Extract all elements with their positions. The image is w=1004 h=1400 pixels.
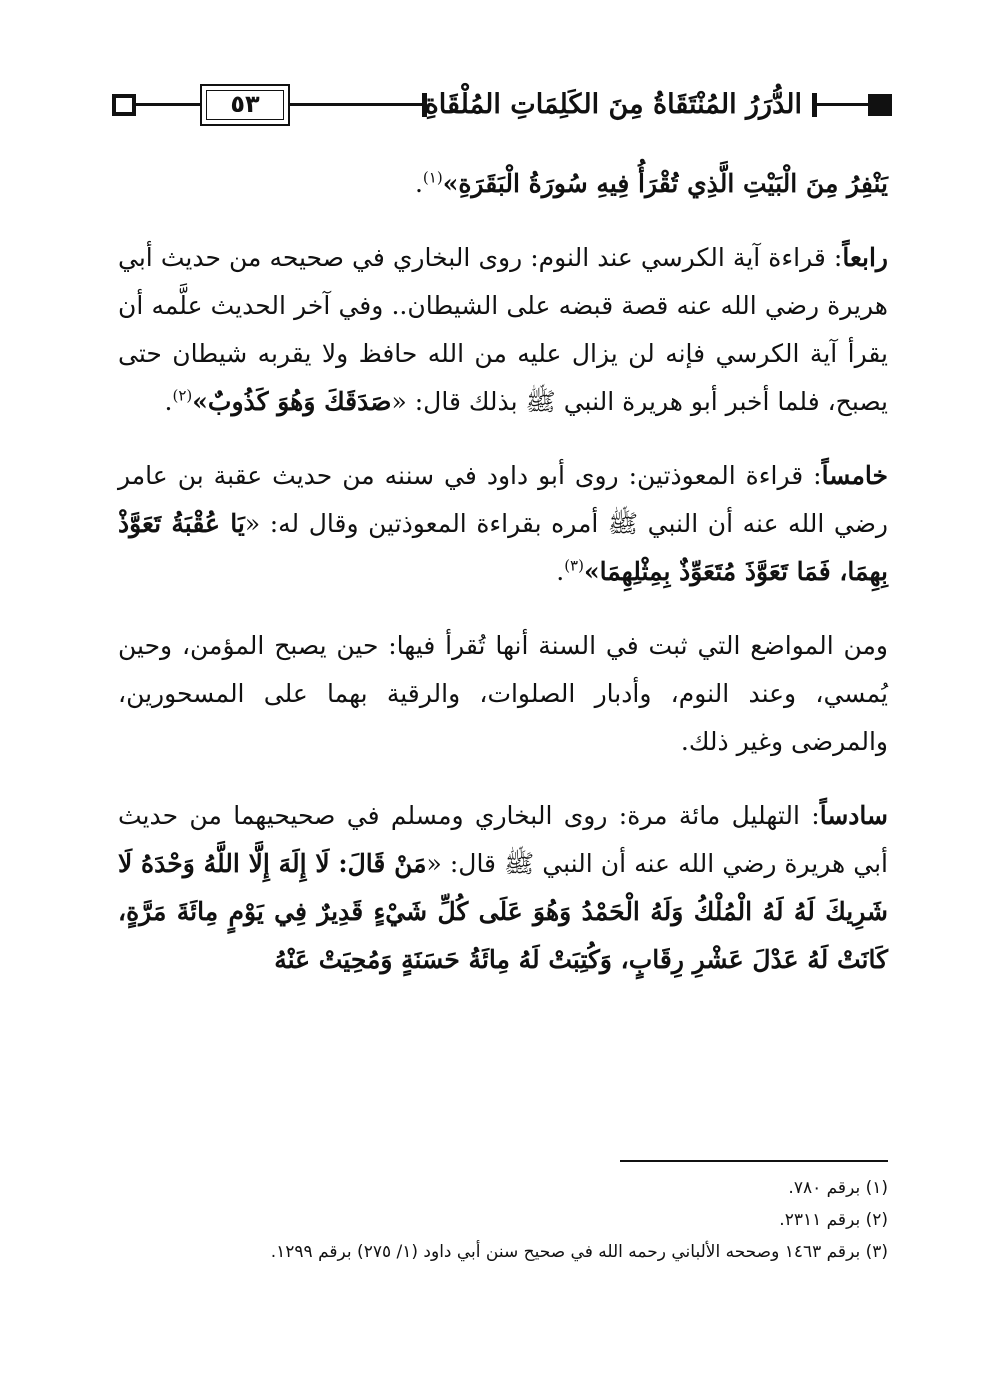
- hadith-quote: يَا عُقْبَةُ تَعَوَّذْ بِهِمَا، فَمَا تَعَوَّذَ مُتَعَوِّذٌ بِمِثْلِهِمَا»: [118, 509, 888, 586]
- header-rule: [817, 103, 868, 106]
- paragraph-text: : التهليل مائة مرة: روى البخاري ومسلم في صحيحيهما من حديث أبي هريرة رضي الله عنه أن النبي ﷺ قال: «: [118, 801, 889, 878]
- paragraph: يَنْفِرُ مِنَ الْبَيْتِ الَّذِي تُقْرَأُ فِيهِ سُورَةُ الْبَقَرَةِ»$^{(١)}$.: [414, 168, 888, 198]
- hadith-quote: صَدَقَكَ وَهُوَ كَذُوبٌ»: [192, 387, 392, 416]
- page-number: ٥٣: [206, 90, 284, 120]
- footnote-ref: (٢): [172, 386, 193, 405]
- page-number-frame: [200, 84, 290, 126]
- paragraph: رابعاً: قراءة آية الكرسي عند النوم: روى البخاري في صحيحه من حديث أبي هريرة رضي الله عنه قصة قبضه على الشيطان.. وفي آخر الحديث علَّمه أن يقرأ آية الكرسي فإنه لن يزال عليه من الله حافظ ولا يقربه شيطان حتى يصبح، فلما أخبر أبو هريرة النبي ﷺ بذلك قال: «صَدَقَكَ وَهُوَ كَذُوبٌ»$^{(٢)}$.: [118, 243, 888, 416]
- footnote-1: (١) برقم ٧٨٠.: [788, 1178, 888, 1198]
- page-header: [112, 80, 892, 130]
- paragraph-text: ومن المواضع التي ثبت في السنة أنها تُقرأ فيها: حين يصبح المؤمن، وحين يُمسي، وعند النوم، وأدبار الصلوات، والرقية بهما على المسحورين، والمرضى وغير ذلك.: [118, 631, 888, 756]
- hadith-quote: يَنْفِرُ مِنَ الْبَيْتِ الَّذِي تُقْرَأُ فِيهِ سُورَةُ الْبَقَرَةِ»: [442, 169, 888, 198]
- footnote-ref: (١): [422, 168, 443, 187]
- section-lead: سادساً: [819, 801, 888, 830]
- footnote-2: (٢) برقم ٢٣١١.: [779, 1210, 888, 1230]
- header-rule: [136, 103, 200, 106]
- footnote-ref: (٣): [564, 556, 584, 575]
- paragraph-text: : قراءة آية الكرسي عند النوم: روى البخاري في صحيحه من حديث أبي هريرة رضي الله عنه قصة قبضه على الشيطان.. وفي آخر الحديث علَّمه أن يقرأ آية الكرسي فإنه لن يزال عليه من الله حافظ ولا يقربه شيطان حتى يصبح، فلما أخبر أبو هريرة النبي ﷺ بذلك قال: «: [118, 243, 888, 416]
- paragraph: [118, 622, 888, 766]
- paragraph-text: : قراءة المعوذتين: روى أبو داود في سننه من حديث عقبة بن عامر رضي الله عنه أن النبي ﷺ أمره بقراءة المعوذتين وقال له: «: [118, 461, 889, 538]
- header-square-left: [112, 94, 136, 116]
- section-lead: خامساً: [821, 461, 888, 490]
- paragraph: خامساً: قراءة المعوذتين: روى أبو داود في سننه من حديث عقبة بن عامر رضي الله عنه أن النبي ﷺ أمره بقراءة المعوذتين وقال له: «يَا عُقْبَةُ تَعَوَّذْ بِهِمَا، فَمَا تَعَوَّذَ مُتَعَوِّذٌ بِمِثْلِهِمَا»$^{(٣)}$.: [118, 461, 889, 586]
- paragraph: [118, 792, 888, 984]
- book-title: الدُّرَرُ المُنْتَقَاةُ مِنَ الكَلِمَاتِ المُلْقَاةِ: [424, 89, 802, 120]
- footnote-separator: [620, 1160, 888, 1162]
- footnotes: [118, 1172, 888, 1268]
- main-text: [118, 160, 888, 1010]
- section-lead: رابعاً: [842, 243, 888, 272]
- hadith-quote: مَنْ قَالَ: لَا إِلَهَ إِلَّا اللَّهُ وَحْدَهُ لَا شَرِيكَ لَهُ لَهُ الْمُلْكُ وَلَهُ الْحَمْدُ وَهُوَ عَلَى كُلِّ شَيْءٍ قَدِيرٌ فِي يَوْمٍ مِائَةَ مَرَّةٍ، كَانَتْ لَهُ عَدْلَ عَشْرِ رِقَابٍ، وَكُتِبَتْ لَهُ مِائَةُ حَسَنَةٍ وَمُحِيَتْ عَنْهُ: [118, 849, 888, 974]
- header-rule: [290, 103, 422, 106]
- header-square-right: [868, 94, 892, 116]
- footnote-3: (٣) برقم ١٤٦٣ وصححه الألباني رحمه الله في صحيح سنن أبي داود (١/ ٢٧٥) برقم ١٢٩٩.: [270, 1242, 888, 1262]
